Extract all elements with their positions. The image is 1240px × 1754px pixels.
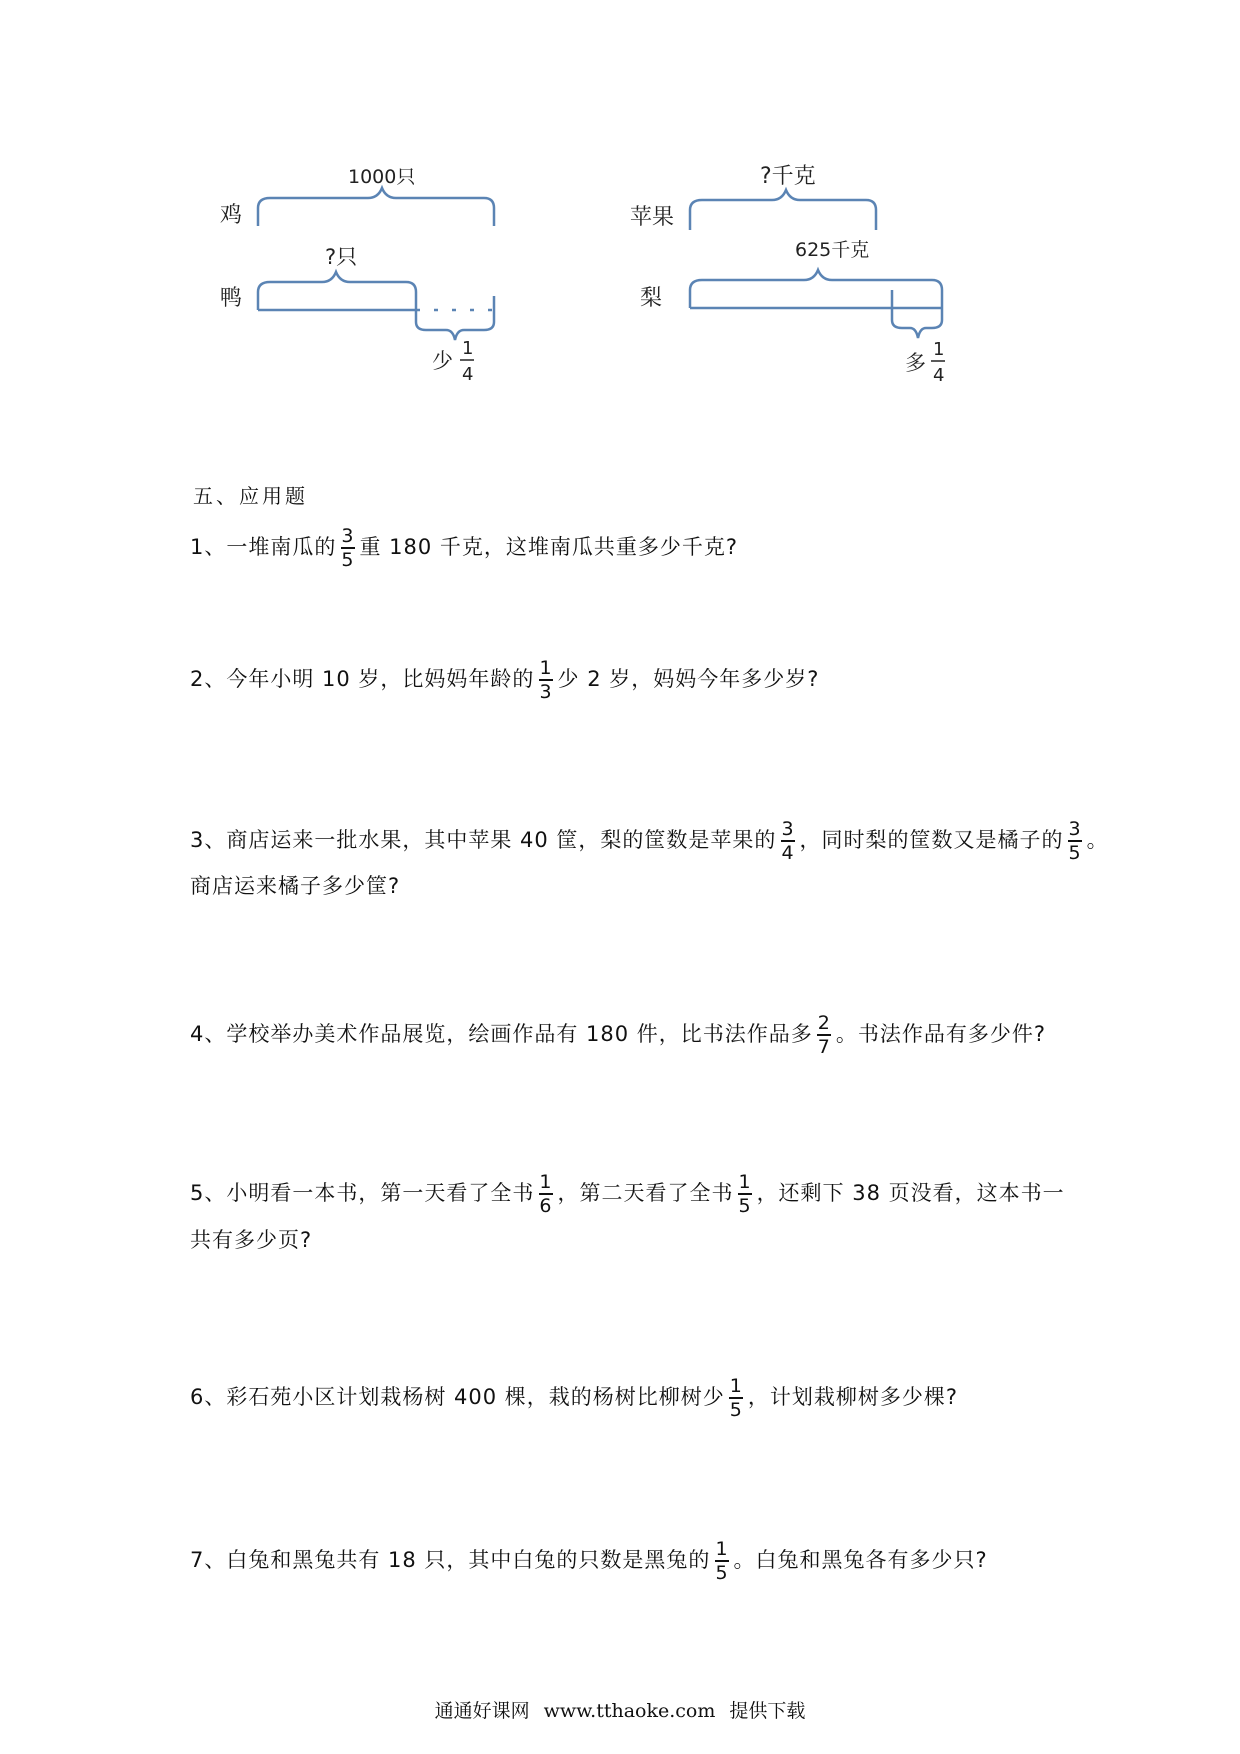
- fraction-denominator: 4: [781, 841, 795, 864]
- brace-pear: [690, 270, 942, 308]
- brace-pear-diff: [892, 308, 942, 338]
- brace-duck-diff: [416, 310, 494, 340]
- diff-den-duck: 4: [462, 364, 474, 385]
- fraction: [780, 819, 795, 863]
- label-duck: 鸭: [220, 286, 243, 311]
- label-chicken: 鸡: [220, 203, 243, 228]
- question-text: 。书法作品有多少件?: [835, 1022, 1047, 1046]
- question-2: [190, 657, 1240, 702]
- question-text: 5、小明看一本书，第一天看了全书: [190, 1181, 535, 1205]
- unknown-duck: ?只: [325, 245, 358, 269]
- fraction-denominator: 5: [715, 1561, 729, 1584]
- label-apple: 苹果: [630, 205, 675, 230]
- diff-word-duck: 少: [432, 349, 453, 373]
- brace-duck: [258, 272, 416, 310]
- question-text: 少 2 岁，妈妈今年多少岁?: [557, 667, 820, 691]
- fraction-numerator: 1: [539, 1171, 553, 1194]
- total-pear: 625千克: [795, 239, 870, 261]
- question-text: 重 180 千克，这堆南瓜共重多少千克?: [359, 535, 739, 559]
- brace-chicken: [258, 188, 494, 226]
- footer-suffix: 提供下载: [729, 1700, 806, 1722]
- fraction: [817, 1013, 832, 1057]
- fraction-numerator: 2: [817, 1012, 831, 1035]
- question-text: 2、今年小明 10 岁，比妈妈年龄的: [190, 667, 535, 691]
- fraction: [538, 658, 553, 702]
- footer: [0, 1696, 1240, 1723]
- fraction-numerator: 3: [341, 525, 355, 548]
- section-title: 五、应用题: [193, 484, 308, 508]
- fraction: [1068, 819, 1083, 863]
- diff-num-duck: 1: [462, 338, 474, 359]
- question-6: [190, 1375, 1240, 1420]
- question-text: 3、商店运来一批水果，其中苹果 40 筐，梨的筐数是苹果的: [190, 828, 777, 852]
- fraction: [714, 1539, 729, 1583]
- question-1: [190, 525, 1240, 570]
- fraction-denominator: 5: [341, 548, 355, 571]
- fraction-denominator: 5: [738, 1194, 752, 1217]
- unknown-apple: ?千克: [760, 164, 816, 189]
- diagram-apple-pear: [620, 150, 1000, 400]
- fraction-denominator: 7: [817, 1035, 831, 1058]
- footer-site-name: 通通好课网: [434, 1700, 530, 1722]
- question-4: [190, 1012, 1240, 1057]
- question-text: 4、学校举办美术作品展览，绘画作品有 180 件，比书法作品多: [190, 1022, 813, 1046]
- fraction: [737, 1172, 752, 1216]
- question-5-line2: 共有多少页?: [190, 1228, 313, 1252]
- fraction-numerator: 1: [715, 1538, 729, 1561]
- diff-word-pear: 多: [905, 351, 926, 375]
- question-3: [190, 818, 1240, 863]
- question-text: ，计划栽柳树多少棵?: [747, 1385, 959, 1409]
- fraction-denominator: 5: [1068, 841, 1082, 864]
- question-7: [190, 1538, 1240, 1583]
- question-5: [190, 1171, 1240, 1216]
- diff-den-pear: 4: [933, 365, 945, 386]
- diagram-chicken-duck: [210, 150, 540, 400]
- fraction-numerator: 1: [738, 1171, 752, 1194]
- fraction-numerator: 1: [729, 1375, 743, 1398]
- fraction-numerator: 3: [781, 818, 795, 841]
- footer-url[interactable]: www.tthaoke.com: [543, 1700, 716, 1722]
- question-3-line2: 商店运来橘子多少筐?: [190, 874, 401, 898]
- fraction-denominator: 5: [729, 1398, 743, 1421]
- question-text: 7、白兔和黑兔共有 18 只，其中白兔的只数是黑兔的: [190, 1548, 711, 1572]
- fraction-numerator: 1: [539, 657, 553, 680]
- fraction: [729, 1376, 744, 1420]
- question-text: 。: [1086, 828, 1109, 852]
- fraction-numerator: 3: [1068, 818, 1082, 841]
- question-text: 。白兔和黑兔各有多少只?: [733, 1548, 988, 1572]
- brace-apple: [690, 190, 876, 230]
- fraction-denominator: 3: [539, 680, 553, 703]
- question-text: ，同时梨的筐数又是橘子的: [799, 828, 1064, 852]
- question-text: 1、一堆南瓜的: [190, 535, 337, 559]
- total-chicken: 1000只: [348, 166, 416, 188]
- question-text: ，还剩下 38 页没看，这本书一: [756, 1181, 1065, 1205]
- fraction-denominator: 6: [539, 1194, 553, 1217]
- fraction: [538, 1172, 553, 1216]
- question-text: ，第二天看了全书: [557, 1181, 734, 1205]
- fraction: [340, 526, 355, 570]
- diff-num-pear: 1: [933, 339, 945, 360]
- label-pear: 梨: [640, 286, 663, 311]
- question-text: 6、彩石苑小区计划栽杨树 400 棵，栽的杨树比柳树少: [190, 1385, 725, 1409]
